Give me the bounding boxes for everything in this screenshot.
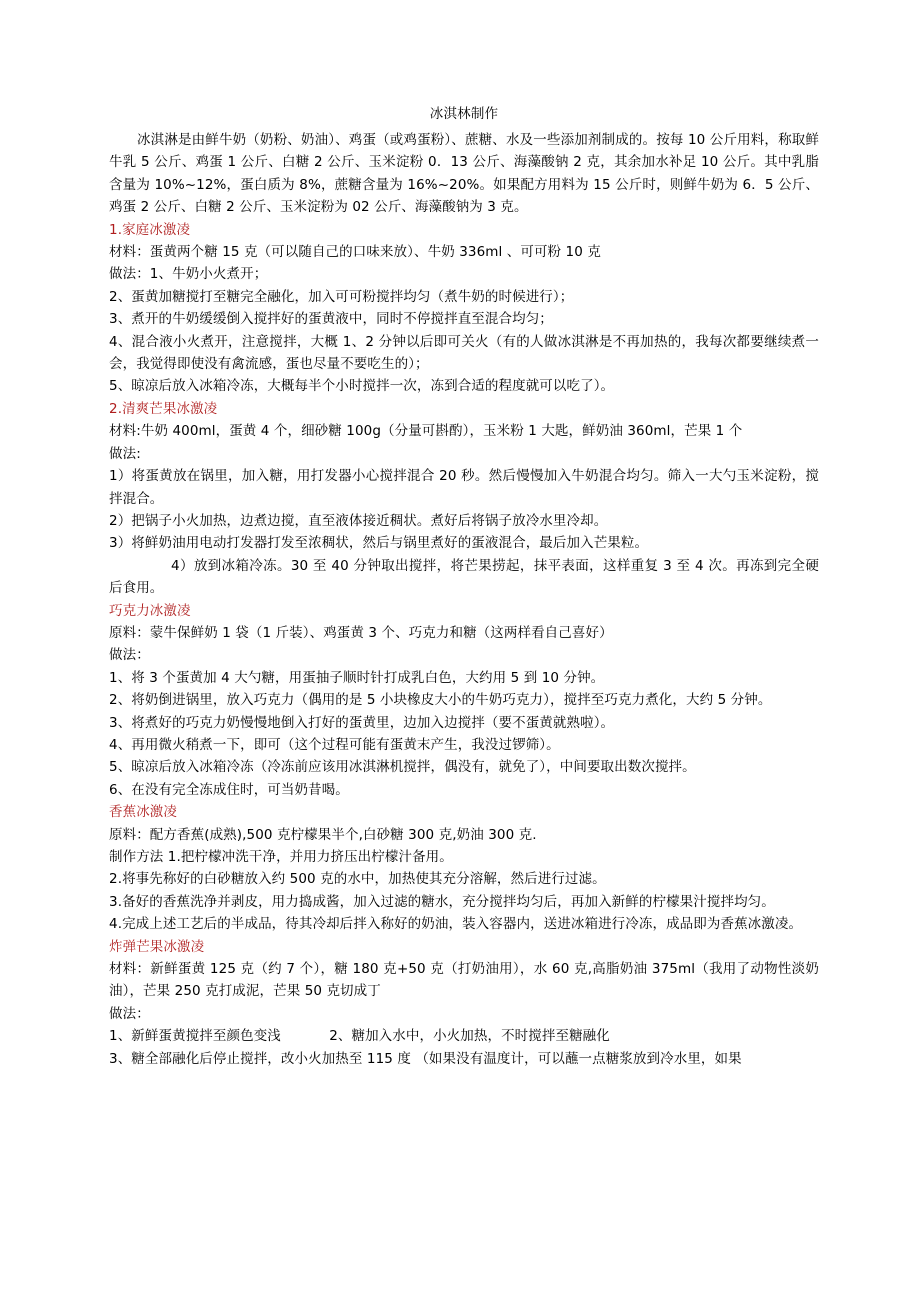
- section-refreshing-mango-icecream: [109, 398, 819, 600]
- page-title: 冰淇林制作: [429, 106, 499, 122]
- section-line: 4）放到冰箱冷冻。30 至 40 分钟取出搅拌，将芒果捞起，抹平表面，这样重复 3 至 4 次。再冻到完全硬后食用。: [109, 557, 819, 597]
- section-home-icecream: [109, 219, 819, 398]
- section-line: 2、蛋黄加糖搅打至糖完全融化，加入可可粉搅拌均匀（煮牛奶的时候进行）；: [109, 288, 574, 305]
- section-line: 做法:: [109, 445, 141, 462]
- section-line: 原料：配方香蕉(成熟),500 克柠檬果半个,白砂糖 300 克,奶油 300 克.: [109, 826, 537, 843]
- section-heading: 2.清爽芒果冰激凌: [109, 400, 218, 417]
- section-line: 做法：1、牛奶小火煮开；: [109, 266, 268, 283]
- section-line: 制作方法 1.把柠檬冲洗干净，并用力挤压出柠檬汁备用。: [109, 849, 453, 865]
- section-line: 2.将事先称好的白砂糖放入约 500 克的水中，加热使其充分溶解，然后进行过滤。: [109, 871, 606, 888]
- section-heading: 炸弹芒果冰激凌: [109, 938, 205, 955]
- section-line: 5、晾凉后放入冰箱冷冻（冷冻前应该用冰淇淋机搅拌，偶没有，就免了），中间要取出数次搅拌。: [109, 759, 696, 776]
- section-heading: 1.家庭冰激凌: [109, 221, 191, 238]
- section-line: 4、再用微火稍煮一下，即可（这个过程可能有蛋黄末产生，我没过锣筛）。: [109, 736, 560, 753]
- section-line: 1、将 3 个蛋黄加 4 大勺糖，用蛋抽子顺时针打成乳白色，大约用 5 到 10 分钟。: [109, 669, 605, 686]
- section-line: 3.备好的香蕉洗净并剥皮，用力捣成酱，加入过滤的糖水，充分搅拌均匀后，再加入新鲜的柠檬果汁搅拌均匀。: [109, 893, 775, 910]
- section-line: 材料：新鲜蛋黄 125 克（约 7 个），糖 180 克+50 克（打奶油用），水 60 克,高脂奶油 375ml（我用了动物性淡奶油），芒果 250 克打成泥，芒果 50 克切成丁: [109, 961, 819, 1000]
- section-line: 6、在没有完全冻成住时，可当奶昔喝。: [109, 781, 349, 798]
- section-line: 3）将鲜奶油用电动打发器打发至浓稠状，然后与锅里煮好的蛋液混合，最后加入芒果粒。: [109, 535, 649, 552]
- section-bomb-mango-icecream: [109, 936, 819, 1070]
- section-line: 1）将蛋黄放在锅里，加入糖，用打发器小心搅拌混合 20 秒。然后慢慢加入牛奶混合均匀。筛入一大勺玉米淀粉，搅拌混合。: [109, 468, 819, 507]
- section-line: 5、晾凉后放入冰箱冷冻，大概每半个小时搅拌一次，冻到合适的程度就可以吃了）。: [109, 378, 615, 395]
- section-heading: 巧克力冰激凌: [109, 602, 191, 619]
- intro-paragraph: 冰淇淋是由鲜牛奶（奶粉、奶油）、鸡蛋（或鸡蛋粉）、蔗糖、水及一些添加剂制成的。按每 10 公斤用料，称取鲜牛乳 5 公斤、鸡蛋 1 公斤、白糖 2 公斤、玉米淀粉 0．13 公斤、海藻酸钠 2 克，其余加水补足 10 公斤。其中乳脂含量为 10%~12%，蛋白质为 8%，蔗糖含量为 16%~20%。如果配方用料为 15 公斤时，则鲜牛奶为 6．5 公斤、鸡蛋 2 公斤、白糖 2 公斤、玉米淀粉为 02 公斤、海藻酸钠为 3 克。: [109, 132, 819, 216]
- section-line: 做法：: [109, 1005, 150, 1022]
- section-line: 3、糖全部融化后停止搅拌，改小火加热至 115 度 （如果没有温度计，可以蘸一点糖浆放到冷水里，如果: [109, 1050, 742, 1067]
- section-line: 3、煮开的牛奶缓缓倒入搅拌好的蛋黄液中，同时不停搅拌直至混合均匀；: [109, 311, 553, 328]
- section-line: 2）把锅子小火加热，边煮边搅，直至液体接近稠状。煮好后将锅子放冷水里冷却。: [109, 512, 608, 529]
- section-banana-icecream: [109, 801, 819, 935]
- section-line: 材料：蛋黄两个糖 15 克（可以随自己的口味来放）、牛奶 336ml 、可可粉 10 克: [109, 244, 601, 261]
- section-line: 原料：蒙牛保鲜奶 1 袋（1 斤装）、鸡蛋黄 3 个、巧克力和糖（这两样看自己喜好）: [109, 624, 613, 641]
- section-chocolate-icecream: [109, 600, 819, 802]
- section-line: 4、混合液小火煮开，注意搅拌，大概 1、2 分钟以后即可关火（有的人做冰淇淋是不再加热的，我每次都要继续煮一会，我觉得即使没有禽流感，蛋也尽量不要吃生的）；: [109, 333, 819, 373]
- section-line: 2、将奶倒进锅里，放入巧克力（偶用的是 5 小块橡皮大小的牛奶巧克力），搅拌至巧克力煮化，大约 5 分钟。: [109, 692, 772, 709]
- section-line: 3、将煮好的巧克力奶慢慢地倒入打好的蛋黄里，边加入边搅拌（要不蛋黄就熟啦）。: [109, 714, 615, 731]
- section-line: 做法：: [109, 647, 150, 664]
- section-line: 材料:牛奶 400ml，蛋黄 4 个，细砂糖 100g（分量可斟酌），玉米粉 1 大匙，鲜奶油 360ml，芒果 1 个: [109, 423, 743, 440]
- section-heading: 香蕉冰激凌: [109, 804, 177, 821]
- section-line: 4.完成上述工艺后的半成品，待其冷却后拌入称好的奶油，装入容器内，送进冰箱进行冷冻，成品即为香蕉冰激凌。: [109, 916, 803, 933]
- document-content: [109, 104, 819, 1070]
- section-line: 1、新鲜蛋黄搅拌至颜色变浅 2、糖加入水中，小火加热，不时搅拌至糖融化: [109, 1028, 610, 1045]
